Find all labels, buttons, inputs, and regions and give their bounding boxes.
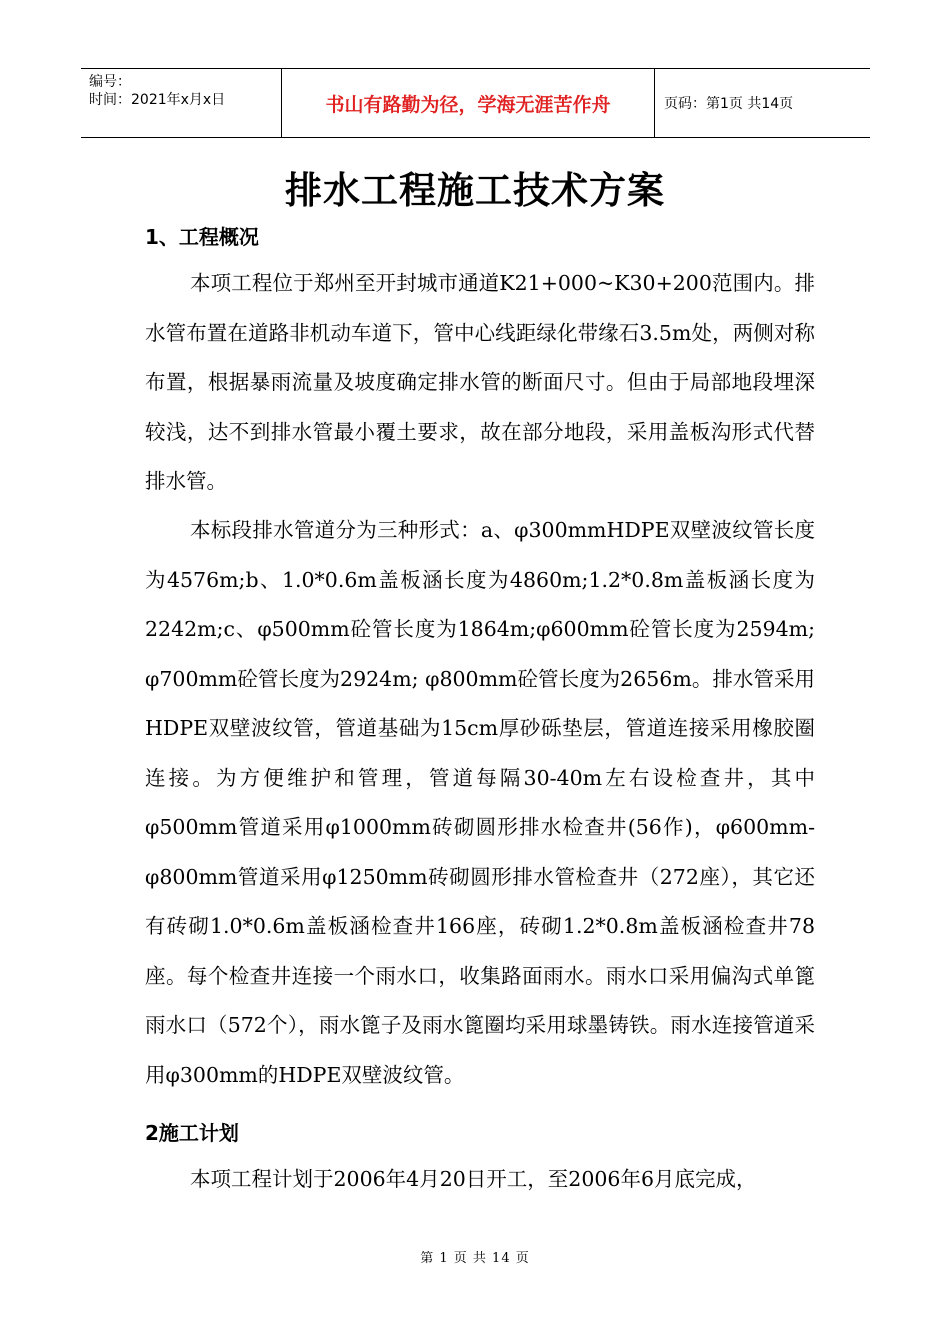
- time-label: 时间：2021年x月x日: [89, 92, 226, 108]
- number-label: 编号：: [89, 74, 131, 90]
- header-page-info: 页码：第1页 共14页: [664, 96, 794, 112]
- paragraph: 本项工程位于郑州至开封城市通道K21+000~K30+200范围内。排水管布置在道路非机动车道下，管中心线距绿化带缘石3.5m处，两侧对称布置，根据暴雨流量及坡度确定排水管的断面尺寸。但由于局部地段埋深较浅，达不到排水管最小覆土要求，故在部分地段，采用盖板沟形式代替排水管。: [145, 271, 815, 493]
- header-meta: [81, 69, 281, 137]
- document-header: [81, 68, 870, 138]
- section-heading: 1、工程概况: [145, 225, 259, 249]
- section-heading: 2施工计划: [145, 1121, 239, 1145]
- page-footer: 第 1 页 共 14 页: [420, 1251, 530, 1266]
- paragraph: 本标段排水管道分为三种形式：a、φ300mmHDPE双壁波纹管长度为4576m;b、1.0*0.6m盖板涵长度为4860m;1.2*0.8m盖板涵长度为2242m;c、φ500mm砼管长度为1864m;φ600mm砼管长度为2594m; φ700mm砼管长度为2924m; φ800mm砼管长度为2656m。排水管采用HDPE双壁波纹管，管道基础为15cm厚砂砾垫层，管道连接采用橡胶圈连接。为方便维护和管理，管道每隔30-40m左右设检查井，其中φ500mm管道采用φ1000mm砖砌圆形排水检查井(56作)，φ600mm-φ800mm管道采用φ1250mm砖砌圆形排水管检查井（272座），其它还有砖砌1.0*0.6m盖板涵检查井166座，砖砌1.2*0.8m盖板涵检查井78座。每个检查井连接一个雨水口，收集路面雨水。雨水口采用偏沟式单篦雨水口（572个），雨水篦子及雨水篦圈均采用球墨铸铁。雨水连接管道采用φ300mm的HDPE双壁波纹管。: [145, 518, 815, 1087]
- paragraph: 本项工程计划于2006年4月20日开工，至2006年6月底完成，: [190, 1167, 757, 1191]
- document-title: 排水工程施工技术方案: [285, 169, 665, 212]
- header-motto: 书山有路勤为径，学海无涯苦作舟: [281, 69, 655, 137]
